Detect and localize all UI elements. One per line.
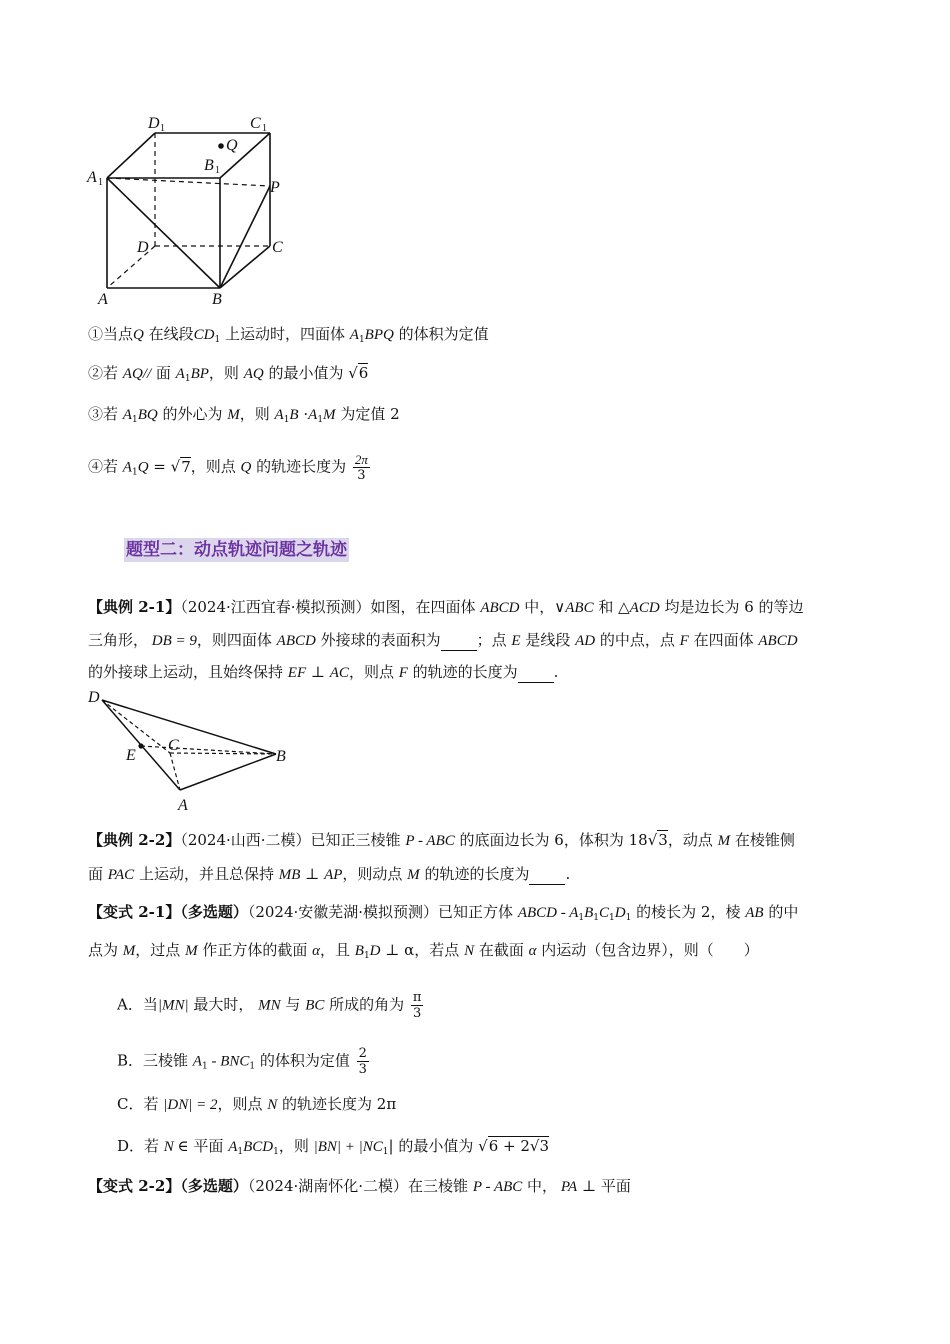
example-2-2-line-2: 面 PAC 上运动，并且总保持 MB ⊥ AP，则动点 M 的轨迹的长度为 . [88,865,571,883]
label-B: B [212,291,222,308]
label-A1: A [87,169,97,186]
example-2-1-line-3: 的外接球上运动，且始终保持 EF ⊥ AC，则点 F 的轨迹的长度为 . [88,663,559,681]
label-D1: D [148,115,160,132]
answer-blank-3 [529,870,565,885]
statement-1: ①当点Q 在线段$CD_1$ 上运动时，四面体 $A_1BPQ$ 的体积为定值 [88,325,489,345]
statement-2: ②若 AQ// 面 $A_1BP$，则 AQ 的最小值为 √6 [88,364,369,384]
label-Q: Q [226,137,238,154]
fraction-pi-3: $\frac{\pi}{3}$ [412,990,422,1021]
answer-blank-1 [441,636,477,651]
variant-2-1-line-1: 【变式 2-1】（多选题）（2024·安徽芜湖·模拟预测）已知正方体 ABCD - $A_1B_1C_1D_1$ 的棱长为 2，棱 AB 的中 [88,903,799,923]
example-2-1-line-2: 三角形， DB = 9，则四面体 ABCD 外接球的表面积为 ；点 E 是线段 AD 的中点，点 F 在四面体 ABCD [88,631,798,649]
label-C1-sub: 1 [262,123,267,134]
label-B1: B [204,157,214,174]
fraction-2-3: $\frac{2}{3}$ [358,1046,367,1077]
section-banner: 题型二：动点轨迹问题之轨迹 [126,540,347,560]
option-b: B．三棱锥 $A_1 - BNC_1$ 的体积为定值 $\frac{2}{3}$ [117,1046,367,1077]
option-c: C．若 |DN| = 2，则点 N 的轨迹长度为 2π [117,1095,397,1113]
label-P: P [270,179,280,196]
variant-2-1-line-2: 点为 M，过点 M 作正方体的截面 α，且 $B_1D$ ⊥ α，若点 N 在截面 α 内运动（包含边界），则（ ） [88,941,759,961]
cube-figure [80,108,300,313]
label-D: D [88,689,100,706]
label-E: E [126,747,136,764]
label-B1-sub: 1 [215,165,220,176]
statement-3: ③若 $A_1BQ$ 的外心为 M，则 $A_1B \cdot A_1M$ 为定值 2 [88,405,400,425]
label-A1-sub: 1 [98,177,103,188]
example-2-2-line-1: 【典例 2-2】（2024·山西·二模）已知正三棱锥 P - ABC 的底面边长为 6，体积为 18√3，动点 M 在棱锥侧 [88,831,795,849]
label-C: C [168,737,179,754]
label-D: D [137,239,149,256]
option-a: A．当|MN| 最大时， MN 与 BC 所成的角为 $\frac{\pi}{3}$ [117,990,422,1021]
statement-4: ④若 $A_1Q = √7$，则点 Q 的轨迹长度为 $\frac{2\pi}{3}$ [88,452,368,483]
answer-blank-2 [518,668,554,683]
label-A: A [98,291,108,308]
label-B: B [276,748,286,765]
tetrahedron-figure [80,686,300,814]
variant-2-2-line-1: 【变式 2-2】（多选题）（2024·湖南怀化·二模）在三棱锥 P - ABC 中， PA ⊥ 平面 [88,1177,631,1195]
example-2-1-line-1: 【典例 2-1】（2024·江西宜春·模拟预测）如图，在四面体 ABCD 中，∨ABC 和 △ACD 均是边长为 6 的等边 [88,598,804,616]
label-C1: C [250,115,261,132]
label-A: A [178,797,188,814]
label-D1-sub: 1 [160,123,165,134]
option-d: D．若 N ∈ 平面 $A_1BCD_1$，则 $|BN| + |NC_1|$ 的最小值为 √6 + 2√3 [117,1137,549,1157]
fraction-2pi-3: $\frac{2\pi}{3}$ [354,452,368,483]
label-C: C [272,239,283,256]
